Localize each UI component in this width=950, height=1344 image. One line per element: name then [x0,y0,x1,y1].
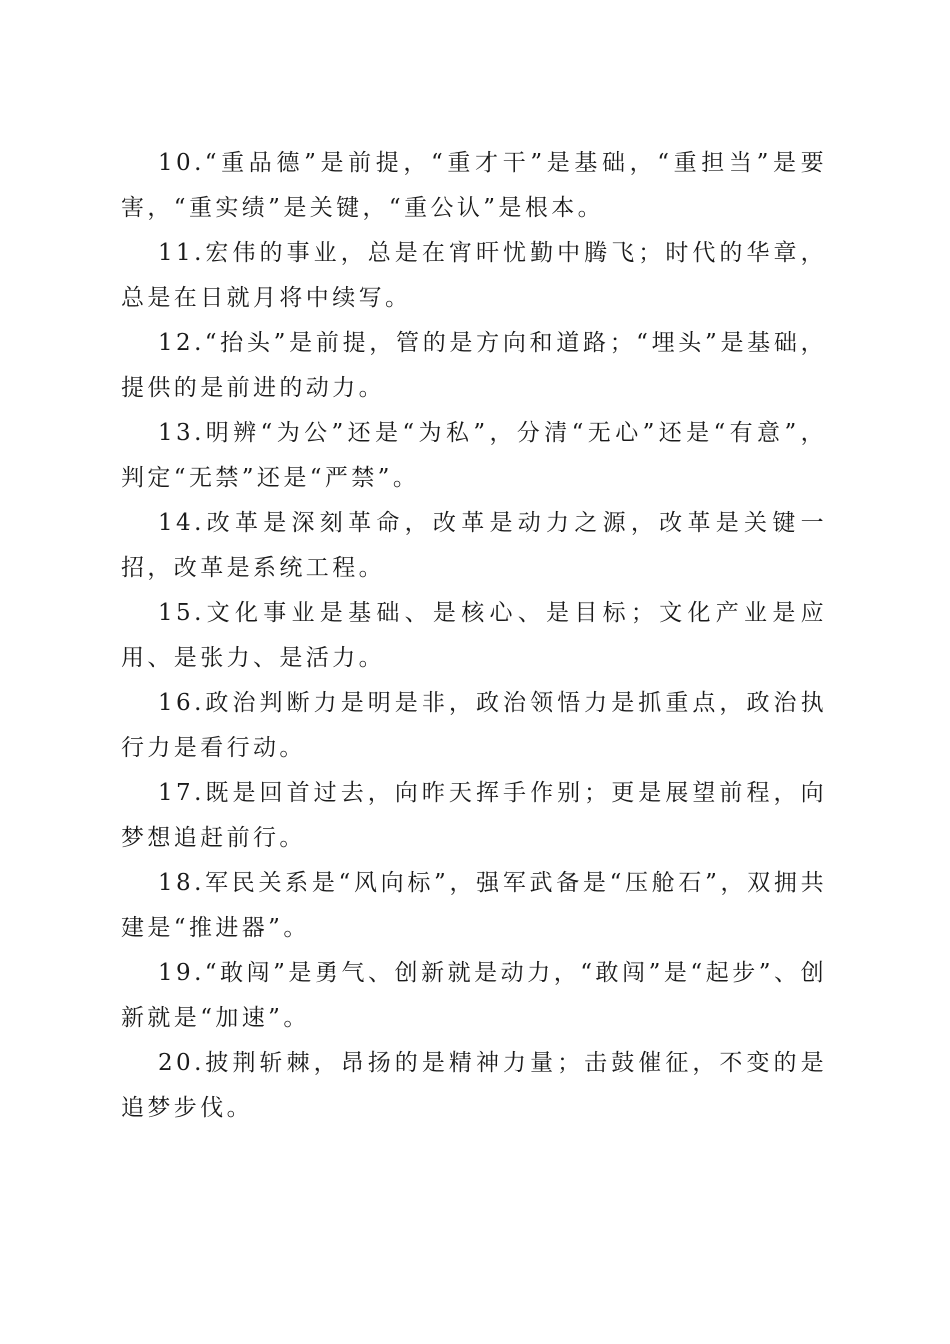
document-body [121,141,827,1131]
paragraph-17: 17.既是回首过去，向昨天挥手作别；更是展望前程，向梦想追赶前行。 [121,780,827,851]
paragraph-15: 15.文化事业是基础、是核心、是目标；文化产业是应用、是张力、是活力。 [121,600,827,671]
paragraph-16: 16.政治判断力是明是非，政治领悟力是抓重点，政治执行力是看行动。 [121,690,827,761]
paragraph-14: 14.改革是深刻革命，改革是动力之源，改革是关键一招，改革是系统工程。 [121,510,827,581]
paragraph-19: 19.“敢闯”是勇气、创新就是动力，“敢闯”是“起步”、创新就是“加速”。 [121,960,827,1031]
paragraph-10: 10.“重品德”是前提，“重才干”是基础，“重担当”是要害，“重实绩”是关键，“重公认”是根本。 [121,150,827,221]
paragraph-20: 20.披荆斩棘，昂扬的是精神力量；击鼓催征，不变的是追梦步伐。 [121,1050,827,1121]
paragraph-11: 11.宏伟的事业，总是在宵旰忧勤中腾飞；时代的华章，总是在日就月将中续写。 [121,240,827,311]
paragraph-18: 18.军民关系是“风向标”，强军武备是“压舱石”，双拥共建是“推进器”。 [121,870,827,941]
paragraph-13: 13.明辨“为公”还是“为私”，分清“无心”还是“有意”，判定“无禁”还是“严禁”。 [121,420,827,491]
paragraph-12: 12.“抬头”是前提，管的是方向和道路；“埋头”是基础，提供的是前进的动力。 [121,330,827,401]
